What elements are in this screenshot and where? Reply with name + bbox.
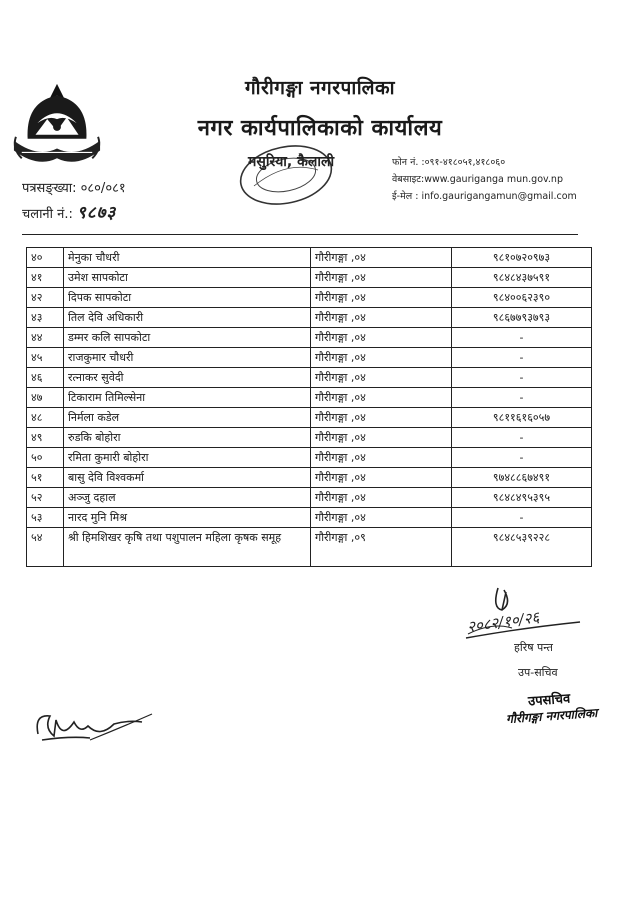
phone-cell: - [452, 448, 592, 468]
phone-cell: ९८४००६२३९० [452, 288, 592, 308]
table-row [27, 508, 592, 528]
address-cell: गौरीगङ्गा ,०४ [311, 328, 452, 348]
table-row [27, 488, 592, 508]
name-cell: रमिता कुमारी बोहोरा [64, 448, 311, 468]
officer-name: हरिष पन्त [514, 641, 553, 654]
header-divider [22, 234, 578, 235]
nepal-emblem-icon [8, 80, 106, 172]
name-cell: राजकुमार चौधरी [64, 348, 311, 368]
phone-cell: ९८११६१६०५७ [452, 408, 592, 428]
phone-cell: - [452, 328, 592, 348]
phone-cell: ९८१०७२०९७३ [452, 248, 592, 268]
phone-cell: - [452, 348, 592, 368]
serial-number-cell: ५० [27, 448, 64, 468]
phone-cell: - [452, 508, 592, 528]
serial-number-cell: ४१ [27, 268, 64, 288]
contact-info [392, 154, 577, 205]
table-row [27, 528, 592, 567]
name-cell: मेनुका चौधरी [64, 248, 311, 268]
table-row [27, 268, 592, 288]
address-cell: गौरीगङ्गा ,०९ [311, 528, 452, 567]
address-cell: गौरीगङ्गा ,०४ [311, 468, 452, 488]
officer-title: उप-सचिव [518, 666, 558, 679]
table-row [27, 328, 592, 348]
office-name: नगर कार्यपालिकाको कार्यालय [197, 115, 443, 141]
address-cell: गौरीगङ्गा ,०४ [311, 448, 452, 468]
name-cell: अञ्जु दहाल [64, 488, 311, 508]
table-row [27, 468, 592, 488]
name-cell: रत्नाकर सुवेदी [64, 368, 311, 388]
serial-number-cell: ४९ [27, 428, 64, 448]
signature-date: २०८२/१०/२६ [466, 608, 541, 636]
name-cell: बासु देवि विश्वकर्मा [64, 468, 311, 488]
table-row [27, 428, 592, 448]
table-row [27, 408, 592, 428]
name-cell: डम्मर कलि सापकोटा [64, 328, 311, 348]
serial-number-cell: ४४ [27, 328, 64, 348]
name-cell: तिल देवि अधिकारी [64, 308, 311, 328]
serial-number-cell: ४८ [27, 408, 64, 428]
letter-number: पत्रसङ्ख्या: ०८०/०८१ [22, 181, 126, 196]
phone-cell: ९८४८४९५३९५ [452, 488, 592, 508]
name-cell: नारद मुनि मिश्र [64, 508, 311, 528]
phone-cell: ९८४८४३७५९१ [452, 268, 592, 288]
address-cell: गौरीगङ्गा ,०४ [311, 408, 452, 428]
serial-number-cell: ५१ [27, 468, 64, 488]
table-row [27, 368, 592, 388]
address-cell: गौरीगङ्गा ,०४ [311, 368, 452, 388]
table-row [27, 288, 592, 308]
address-cell: गौरीगङ्गा ,०४ [311, 248, 452, 268]
phone-cell: - [452, 368, 592, 388]
table-row [27, 248, 592, 268]
name-cell: श्री हिमशिखर कृषि तथा पशुपालन महिला कृषक समूह [64, 528, 311, 567]
serial-number-cell: ४६ [27, 368, 64, 388]
phone-cell: ९८४८५३९२२८ [452, 528, 592, 567]
office-address: मसुरिया, कैलाली [248, 154, 335, 170]
table-row [27, 308, 592, 328]
serial-number-cell: ४५ [27, 348, 64, 368]
phone-cell: ९८६७७९३७९३ [452, 308, 592, 328]
email-line: ई-मेल : info.gaurigangamun@gmail.com [392, 191, 577, 202]
seal-title: उपसचिव [527, 691, 571, 710]
name-cell: टिकाराम तिमिल्सेना [64, 388, 311, 408]
table-row [27, 348, 592, 368]
name-cell: उमेश सापकोटा [64, 268, 311, 288]
address-cell: गौरीगङ्गा ,०४ [311, 428, 452, 448]
serial-number-cell: ४७ [27, 388, 64, 408]
website-line: वेबसाइट:www.gauriganga mun.gov.np [392, 174, 563, 185]
serial-number-cell: ५२ [27, 488, 64, 508]
phone-line: फोन नं. :०९१-४१८०५१,४१८०६० [392, 157, 506, 168]
phone-cell: ९७४८८६७४९१ [452, 468, 592, 488]
address-cell: गौरीगङ्गा ,०४ [311, 348, 452, 368]
dispatch-number-row [22, 200, 116, 223]
table-row [27, 388, 592, 408]
beneficiary-table [26, 247, 592, 567]
address-cell: गौरीगङ्गा ,०४ [311, 308, 452, 328]
dispatch-label: चलानी नं.: [22, 207, 73, 222]
phone-cell: - [452, 388, 592, 408]
name-cell: निर्मला कडेल [64, 408, 311, 428]
serial-number-cell: ४३ [27, 308, 64, 328]
serial-number-cell: ४० [27, 248, 64, 268]
serial-number-cell: ५४ [27, 528, 64, 567]
left-signature-icon [30, 700, 160, 748]
address-cell: गौरीगङ्गा ,०४ [311, 508, 452, 528]
address-cell: गौरीगङ्गा ,०४ [311, 268, 452, 288]
table-row [27, 448, 592, 468]
organization-name: गौरीगङ्गा नगरपालिका [244, 77, 396, 99]
seal-organization: गौरीगङ्गा नगरपालिका [505, 705, 598, 727]
address-cell: गौरीगङ्गा ,०४ [311, 288, 452, 308]
serial-number-cell: ४२ [27, 288, 64, 308]
office-stamp-icon [232, 140, 340, 210]
name-cell: रुडकि बोहोरा [64, 428, 311, 448]
name-cell: दिपक सापकोटा [64, 288, 311, 308]
address-cell: गौरीगङ्गा ,०४ [311, 388, 452, 408]
dispatch-number: ९८७३ [76, 203, 117, 223]
serial-number-cell: ५३ [27, 508, 64, 528]
phone-cell: - [452, 428, 592, 448]
address-cell: गौरीगङ्गा ,०४ [311, 488, 452, 508]
table-body [27, 248, 592, 567]
